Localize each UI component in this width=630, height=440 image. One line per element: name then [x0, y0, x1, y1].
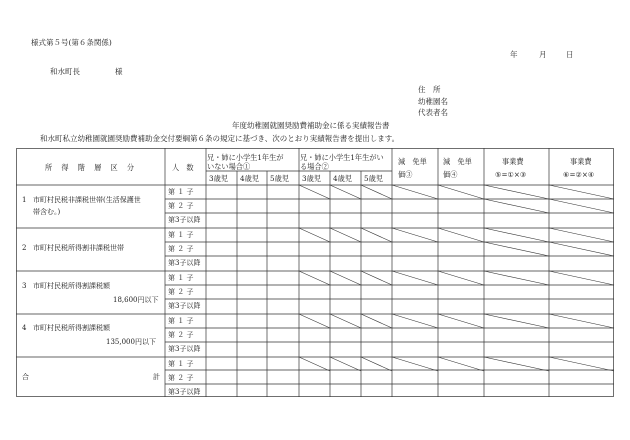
header-group1-line2: いない場合① [207, 162, 251, 171]
blank-cell-slash [361, 357, 392, 371]
blank-cell-slash [392, 357, 438, 371]
header-group2-line2: る場合② [300, 162, 329, 171]
child-row-label: 第3子以降 [168, 345, 201, 353]
blank-cell-slash [361, 185, 392, 199]
child-row-label: 第 ２ 子 [168, 202, 194, 210]
child-row-label: 第3子以降 [168, 259, 201, 267]
group-3-amount: 18,600円以下 [113, 296, 159, 304]
date-day: 日 [566, 50, 574, 59]
child-row-label: 第 ２ 子 [168, 245, 194, 253]
intro-text: 和水町私立幼稚園就園奨励費補助金交付要綱第６条の規定に基づき、次のとおり実績報告書を提出します。 [40, 134, 400, 143]
header-g2-age4: 4歳児 [333, 174, 352, 183]
blank-cell-slash [330, 271, 361, 285]
header-group1-line1: 兄・姉に小学生1年生が [207, 153, 284, 162]
header-cost1-sub: ⑤=①×③ [495, 170, 527, 179]
child-row-label: 第 １ 子 [168, 317, 194, 325]
total-label-left: 合 [22, 373, 29, 381]
addressee: 和水町長 [50, 67, 80, 76]
group-4-number: 4 [22, 324, 27, 332]
blank-cell-slash [299, 357, 330, 371]
blank-cell-slash [438, 314, 484, 328]
date-month: 月 [539, 50, 547, 59]
group-1-number: 1 [22, 196, 27, 204]
form-number: 様式第５号(第６条関係) [31, 38, 112, 47]
blank-cell-slash [392, 271, 438, 285]
header-reduction1-sub: 価③ [398, 170, 413, 179]
blank-cell-slash [549, 314, 614, 328]
header-reduction1: 減 免単 [398, 157, 427, 166]
blank-cell-slash [484, 357, 549, 371]
blank-cell-slash [484, 314, 549, 328]
blank-cell-slash [438, 357, 484, 371]
blank-cell-slash [330, 357, 361, 371]
blank-cell-slash [549, 357, 614, 371]
child-row-label: 第 １ 子 [168, 188, 194, 196]
header-g1-age4: 4歳児 [240, 174, 259, 183]
document-title: 年度幼稚園就園奨励費補助金に係る実績報告書 [232, 121, 390, 130]
blank-cell-slash [392, 314, 438, 328]
child-row-label: 第 １ 子 [168, 360, 194, 368]
total-label-right: 計 [153, 373, 160, 381]
blank-cell-slash [330, 185, 361, 199]
blank-cell-slash [484, 242, 549, 256]
date-year: 年 [510, 50, 518, 59]
header-count: 人 数 [172, 163, 194, 172]
header-cost2: 事業費 [570, 157, 592, 166]
blank-cell-slash [299, 228, 330, 242]
header-g2-age3: 3歳児 [302, 174, 321, 183]
blank-cell-slash [299, 185, 330, 199]
group-3-number: 3 [22, 282, 27, 290]
blank-cell-slash [484, 228, 549, 242]
blank-cell-slash [392, 228, 438, 242]
header-reduction2: 減 免単 [443, 157, 472, 166]
header-cost2-sub: ⑥=②×④ [563, 170, 595, 179]
blank-cell-slash [361, 228, 392, 242]
blank-cell-slash [549, 271, 614, 285]
blank-cell-slash [361, 314, 392, 328]
address-label: 住 所 [418, 85, 441, 94]
group-1-label: 市町村民税非課税世帯(生活保護世 [33, 196, 141, 204]
header-group2-line1: 兄・姉に小学生1年生がい [300, 153, 384, 162]
blank-cell-slash [549, 185, 614, 199]
blank-cell-slash [330, 314, 361, 328]
child-row-label: 第 ２ 子 [168, 374, 194, 382]
child-row-label: 第3子以降 [168, 216, 201, 224]
blank-cell-slash [299, 271, 330, 285]
child-row-label: 第 ２ 子 [168, 331, 194, 339]
blank-cell-slash [330, 228, 361, 242]
child-row-label: 第3子以降 [168, 302, 201, 310]
blank-cell-slash [484, 185, 549, 199]
child-row-label: 第 ２ 子 [168, 288, 194, 296]
blank-cell-slash [484, 199, 549, 213]
blank-cell-slash [549, 199, 614, 213]
header-g1-age5: 5歳児 [270, 174, 289, 183]
child-row-label: 第3子以降 [168, 388, 201, 396]
blank-cell-slash [361, 271, 392, 285]
group-2-label: 市町村民税所得割非課税世帯 [33, 244, 124, 252]
group-3-label: 市町村民税所得割課税額 [33, 282, 110, 290]
group-4-label: 市町村民税所得割課税額 [33, 324, 110, 332]
blank-cell-slash [484, 271, 549, 285]
blank-cell-slash [299, 314, 330, 328]
header-g1-age3: 3歳児 [209, 174, 228, 183]
header-cost1: 事業費 [502, 157, 524, 166]
header-g2-age5: 5歳児 [364, 174, 383, 183]
group-2-number: 2 [22, 244, 27, 252]
blank-cell-slash [549, 242, 614, 256]
child-row-label: 第 １ 子 [168, 231, 194, 239]
blank-cell-slash [438, 271, 484, 285]
blank-cell-slash [549, 228, 614, 242]
kindergarten-label: 幼稚園名 [418, 97, 448, 106]
blank-cell-slash [438, 228, 484, 242]
child-row-label: 第 １ 子 [168, 274, 194, 282]
blank-cell-slash [438, 185, 484, 199]
header-reduction2-sub: 価④ [443, 170, 458, 179]
group-4-amount: 135,000円以下 [106, 338, 156, 346]
blank-cell-slash [392, 185, 438, 199]
addressee-honorific: 様 [115, 67, 123, 76]
header-category: 所 得 階 層 区 分 [45, 163, 136, 172]
representative-label: 代表者名 [418, 108, 448, 117]
group-1-label-cont: 帯含む。) [33, 208, 61, 216]
